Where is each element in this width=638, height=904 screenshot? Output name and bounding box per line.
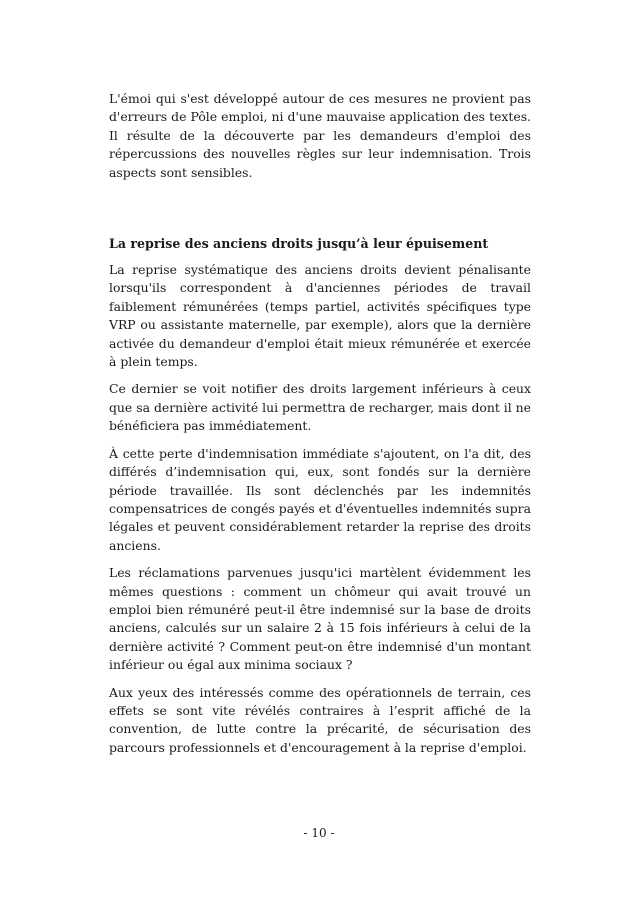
body-paragraph-3: À cette perte d'indemnisation immédiate s'ajoutent, on l'a dit, des différés d’indemnisation qui, eux, sont fondés sur la dernière période travaillée. Ils sont déclenchés par les indemnités compensatrices de congés payés et d'éventuelles indemnités supra légales et peuvent considérablement retarder la reprise des droits anciens. (109, 445, 531, 553)
document-page (109, 90, 531, 766)
body-paragraph-2: Ce dernier se voit notifier des droits largement inférieurs à ceux que sa dernière activité lui permettra de recharger, mais dont il ne bénéficiera pas immédiatement. (109, 381, 531, 434)
body-paragraph-4: Les réclamations parvenues jusqu'ici martèlent évidemment les mêmes questions : comment un chômeur qui avait trouvé un emploi bien rémunéré peut-il être indemnisé sur la base de droits anciens, calculés sur un salaire 2 à 15 fois inférieurs à celui de la dernière activité ? Comment peut-on être indemnisé d'un montant inférieur ou égal aux minima sociaux ? (109, 565, 531, 673)
body-paragraph-1: La reprise systématique des anciens droits devient pénalisante lorsqu'ils correspondent à d'anciennes périodes de travail faiblement rémunérées (temps partiel, activités spécifiques type VRP ou assistante maternelle, par exemple), alors que la dernière activée du demandeur d'emploi était mieux rémunérée et exercée à plein temps. (109, 262, 531, 370)
body-paragraph-5: Aux yeux des intéressés comme des opérationnels de terrain, ces effets se sont vite révélés contraires à l’esprit affiché de la convention, de lutte contre la précarité, de sécurisation des parcours professionnels et d'encouragement à la reprise d'emploi. (109, 684, 531, 755)
intro-paragraph: L'émoi qui s'est développé autour de ces mesures ne provient pas d'erreurs de Pôle emploi, ni d'une mauvaise application des textes. Il résulte de la découverte par les demandeurs d'emploi des répercussions des nouvelles règles sur leur indemnisation. Trois aspects sont sensibles. (109, 91, 531, 180)
section-title: La reprise des anciens droits jusqu’à leur épuisement (109, 236, 489, 252)
page-number: - 10 - (303, 826, 335, 840)
